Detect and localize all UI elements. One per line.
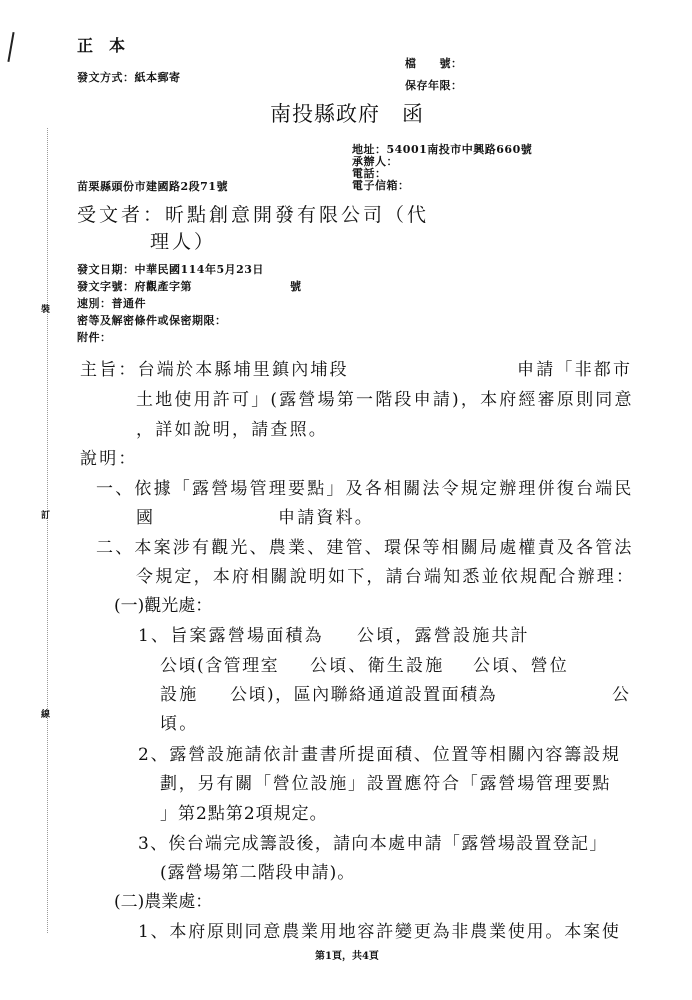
recipient-line2: 理人） [150, 231, 217, 253]
sender-handler: 承辦人： [352, 155, 398, 168]
margin-label-bind: 裝 [41, 305, 51, 315]
document-title: 南投縣政府 函 [270, 102, 424, 126]
item1-line3a: 設施 [160, 685, 199, 705]
subject-line2: 土地使用許可」(露營場第一階段申請)，本府經審原則同意 [136, 390, 634, 410]
subject-line1: 主旨：台端於本縣埔里鎮內埔段 [80, 360, 349, 380]
dispatch-method: 發文方式：紙本郵寄 [77, 71, 181, 84]
item1-line2c: 公頃、營位 [473, 656, 569, 676]
para2-line1: 二、本案涉有觀光、農業、建管、環保等相關局處權責及各管法 [96, 538, 634, 558]
section-tourism: (一)觀光處： [114, 596, 213, 616]
recipient-line1: 受文者：昕點創意開發有限公司（代 [77, 204, 430, 226]
sender-email: 電子信箱： [352, 179, 410, 192]
pen-mark [7, 32, 14, 62]
retention-period: 保存年限： [405, 79, 463, 92]
item1-line2a: 公頃(含管理室 [160, 656, 280, 676]
subject-line3: ，詳如說明，請查照。 [136, 420, 328, 440]
agri-item1-line1: 1、本府原則同意農業用地容許變更為非農業使用。本案使 [138, 922, 621, 942]
speed-class: 速別：普通件 [77, 297, 146, 310]
section-agriculture: (二)農業處： [114, 892, 213, 912]
attachment: 附件： [77, 331, 112, 344]
copy-type: 正 本 [77, 36, 126, 55]
recipient-address: 苗栗縣頭份市建國路2段71號 [77, 180, 228, 193]
file-number: 檔 號： [405, 57, 463, 70]
subject-line1-end: 申請「非都市 [517, 360, 633, 380]
item1-line1b: 公頃，露營設施共計 [357, 626, 530, 646]
item2-line2: 劃，另有關「營位設施」設置應符合「露營場管理要點 [160, 774, 612, 794]
secrecy: 密等及解密條件或保密期限： [77, 314, 227, 327]
para1-line2a: 國 [136, 508, 156, 528]
para1-line1: 一、依據「露營場管理要點」及各相關法令規定辦理併復台端民 [96, 479, 634, 499]
item1-line2b: 公頃、衛生設施 [310, 656, 445, 676]
issue-date: 發文日期：中華民國114年5月23日 [77, 263, 264, 276]
para1-line2b: 申請資料。 [278, 508, 374, 528]
explanation-heading: 說明： [80, 449, 138, 469]
sender-address: 地址：54001南投市中興路660號 [352, 143, 533, 156]
para2-line2: 令規定，本府相關說明如下，請台端知悉並依規配合辦理： [136, 567, 636, 587]
document-number: 發文字號：府觀產字第 [77, 280, 192, 293]
sender-phone: 電話： [352, 167, 387, 180]
item1-line3b: 公頃)，區內聯絡通道設置面積為 [230, 685, 498, 705]
item3-line2: (露營場第二階段申請)。 [160, 863, 356, 883]
binding-margin-line [47, 128, 48, 933]
page-number: 第1頁，共4頁 [315, 951, 379, 962]
document-number-suffix: 號 [290, 280, 302, 293]
margin-label-line: 線 [41, 710, 51, 720]
item1-line4: 頃。 [160, 714, 199, 734]
margin-label-staple: 訂 [41, 511, 51, 521]
item2-line1: 2、露營設施請依計畫書所提面積、位置等相關內容籌設規 [138, 745, 621, 765]
item3-line1: 3、俟台端完成籌設後，請向本處申請「露營場設置登記」 [138, 834, 608, 854]
item1-line1a: 1、旨案露營場面積為 [138, 626, 324, 646]
item1-line3c: 公 [612, 685, 632, 705]
item2-line3: 」第2點第2項規定。 [160, 804, 328, 824]
